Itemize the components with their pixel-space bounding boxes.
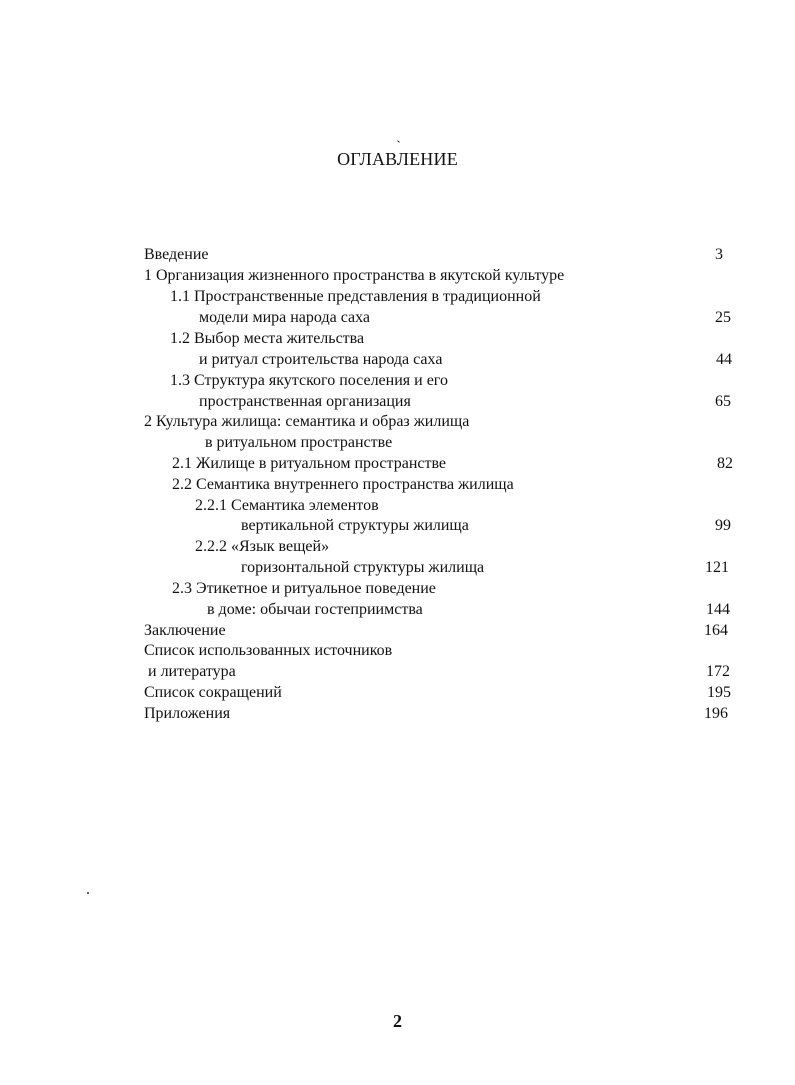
toc-entry-text: 1.2 Выбор места жительства: [170, 330, 365, 347]
toc-entry-page: 65: [715, 393, 731, 410]
toc-entry-page: 144: [706, 601, 730, 618]
scan-speck: [87, 892, 89, 894]
toc-entry-text: Список использованных источников: [144, 642, 393, 659]
page-title: ОГЛАВЛЕНИЕ: [337, 149, 458, 169]
toc-entry-page: 44: [716, 351, 732, 368]
toc-entry-text: в доме: обычаи гостеприимства: [207, 601, 423, 618]
toc-entry-text: и ритуал строительства народа саха: [199, 351, 443, 368]
toc-entry-text: модели мира народа саха: [199, 309, 370, 326]
toc-entry-page: 195: [707, 684, 731, 701]
toc-entry-text: и литература: [148, 663, 236, 680]
toc-entry-text: 2.1 Жилище в ритуальном пространстве: [172, 455, 447, 472]
toc-entry-text: Введение: [144, 246, 209, 263]
toc-entry-text: горизонтальной структуры жилища: [241, 559, 485, 576]
toc-entry-text: 2 Культура жилища: семантика и образ жилища: [144, 413, 470, 430]
toc-entry-text: 1.3 Структура якутского поселения и его: [170, 372, 448, 389]
toc-entry-text: вертикальной структуры жилища: [241, 517, 469, 534]
toc-entry-page: 25: [715, 309, 731, 326]
toc-entry-text: в ритуальном пространстве: [205, 434, 393, 451]
toc-entry-page: 172: [706, 663, 730, 680]
toc-entry-text: 2.2.1 Семантика элементов: [195, 497, 379, 514]
page-number: 2: [393, 1011, 402, 1031]
toc-entry-page: 121: [705, 559, 729, 576]
toc-entry-text: пространственная организация: [199, 393, 411, 410]
toc-entry-text: Список сокращений: [144, 684, 282, 701]
toc-entry-text: Приложения: [144, 705, 231, 722]
toc-entry-page: 3: [715, 246, 723, 263]
toc-entry-text: 1 Организация жизненного пространства в якутской культуре: [144, 267, 565, 284]
toc-entry-text: 2.2 Семантика внутреннего пространства жилища: [172, 476, 514, 493]
toc-entry-text: 1.1 Пространственные представления в традиционной: [170, 288, 541, 305]
toc-entry-page: 196: [704, 705, 728, 722]
toc-entry-page: 82: [717, 455, 733, 472]
toc-entry-text: 2.3 Этикетное и ритуальное поведение: [172, 580, 436, 597]
toc-entry-page: 99: [715, 517, 731, 534]
toc-entry-text: 2.2.2 «Язык вещей»: [195, 538, 330, 555]
toc-entry-text: Заключение: [144, 622, 226, 639]
toc-entry-page: 164: [704, 622, 728, 639]
